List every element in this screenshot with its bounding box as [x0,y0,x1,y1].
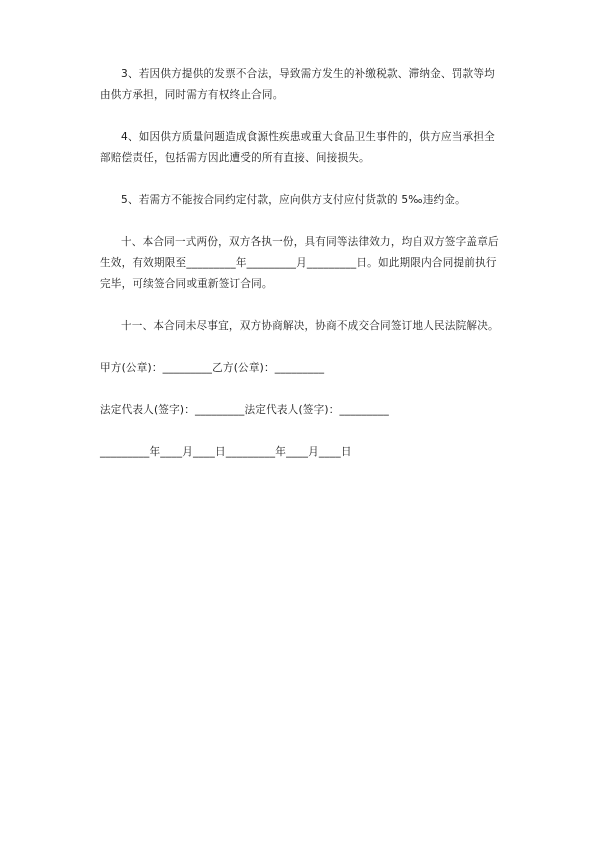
clause-4: 4、如因供方质量问题造成食源性疾患或重大食品卫生事件的，供方应当承担全部赔偿责任，包括需方因此遭受的所有直接、间接损失。 [100,131,495,164]
clause-11: 十一、本合同未尽事宜，双方协商解决，协商不成交合同签订地人民法院解决。 [121,320,499,332]
representative-signature-line: 法定代表人(签字)：_________法定代表人(签字)：_________ [100,404,389,416]
clause-5: 5、若需方不能按合同约定付款，应向供方支付应付货款的 5‰违约金。 [121,194,466,206]
document-body [100,64,500,463]
clause-10: 十、本合同一式两份，双方各执一份，具有同等法律效力，均自双方签字盖章后生效，有效期限至_________年_________月_________日。如此期限内合同提前执行完毕，可续签合同或重新签订合同。 [100,236,499,290]
signing-date-line: _________年____月____日_________年____月____日 [100,446,352,458]
clause-3: 3、若因供方提供的发票不合法，导致需方发生的补缴税款、滞纳金、罚款等均由供方承担，同时需方有权终止合同。 [100,68,495,101]
party-seal-line: 甲方(公章)：_________乙方(公章)：_________ [100,362,325,374]
